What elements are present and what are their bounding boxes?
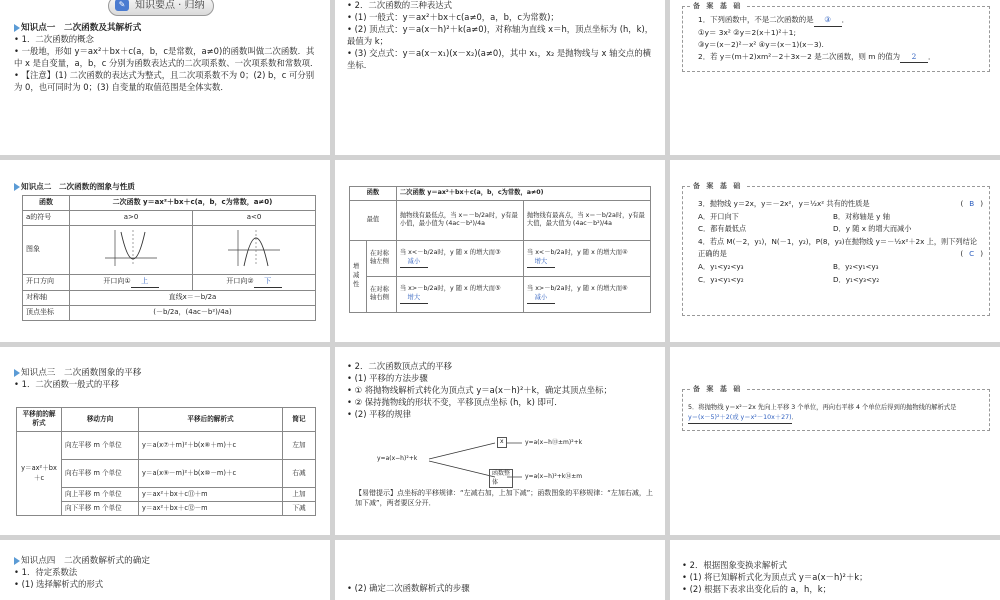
slide-2[interactable] [335, 0, 665, 155]
answer-4: C [969, 249, 975, 259]
answer-5: 增大 [400, 294, 428, 304]
heading: 知识点四 二次函数解析式的确定 [14, 555, 319, 567]
option-d: D．y₁<y₃<y₂ [833, 274, 880, 284]
cell: y＝a(x⑨－m)²＋b(x⑩－m)＋c [139, 459, 283, 487]
cell: 向上平移 m 个单位 [62, 487, 139, 501]
shift-diagram [377, 435, 647, 487]
translation-table [16, 407, 316, 516]
step-text: • (2) 确定二次函数解析式的步骤 [347, 583, 470, 595]
cell: 平移后的解析式 [139, 408, 283, 432]
cell: 向左平移 m 个单位 [62, 431, 139, 459]
question-2: 2．若 y＝(m＋2)xm²－2＋3x－2 是二次函数，则 m 的值为 2 ． [698, 51, 983, 64]
question-4: 4．若点 M(－2，y₁)，N(－1，y₂)，P(8，y₃)在抛物线 y＝－½x²＋2x 上，则下列结论正确的是 ( C ) [698, 236, 983, 259]
parabola-down-icon [224, 228, 284, 268]
slide-4[interactable] [0, 160, 330, 342]
answer-open-down: 下 [254, 277, 282, 288]
slide-11[interactable] [335, 540, 665, 600]
cell: a>0 [70, 210, 193, 225]
bullet-arrow-icon [14, 557, 20, 565]
sub-title: • 1．待定系数法 [14, 567, 319, 579]
cell: 简记 [283, 408, 316, 432]
option-c: C．y₃<y₁<y₂ [698, 274, 744, 284]
question-5: 5．将抛物线 y＝x²－2x 先向上平移 3 个单位，再向右平移 4 个单位后得到的抛物线的解析式是 y＝(x－5)²＋2(或 y＝x²－10x＋27)． [688, 403, 983, 424]
question-3: 3．抛物线 y＝2x，y＝－2x²，y＝½x² 共有的性质是 ( B ) [698, 199, 983, 208]
sub-title: • 1．二次函数一般式的平移 [14, 379, 319, 391]
cell: 下减 [283, 502, 316, 516]
answer-3: 减小 [400, 258, 428, 268]
answer-3: B [969, 199, 975, 208]
sub-title: • 1．二次函数的概念 [14, 34, 319, 46]
cell: 开口向② 下 [192, 274, 315, 290]
slide-12[interactable] [670, 540, 1000, 600]
cell: 当 x>－b/2a时，y 随 x 的增大而⑥ 减小 [523, 276, 650, 312]
slide-3[interactable] [670, 0, 1000, 155]
option-b: B．对称轴是 y 轴 [833, 211, 890, 221]
slide-9[interactable] [670, 347, 1000, 535]
diagram-box-function: 函数整体 [489, 469, 513, 488]
cell: 顶点坐标 [23, 305, 70, 320]
cell: y＝ax²＋bx＋c [17, 431, 62, 516]
intercept-form: • (3) 交点式：y＝a(x－x₁)(x－x₂)(a≠0)，其中 x₁，x₂ 是抛物线与 x 轴交点的横坐标． [347, 48, 657, 72]
cell: 函数 [350, 187, 397, 201]
cell: 最值 [350, 200, 397, 240]
cell: 开口向① 上 [70, 274, 193, 290]
cell: 在对称轴左侧 [367, 240, 397, 276]
cell: a的符号 [23, 210, 70, 225]
heading: 知识点一 二次函数及其解析式 [14, 22, 319, 34]
cell: 移动方向 [62, 408, 139, 432]
exercise-ribbon: 备 案 基 础 [690, 2, 745, 12]
properties-table [22, 195, 316, 321]
cell: 向右平移 m 个单位 [62, 459, 139, 487]
cell: 图象 [23, 225, 70, 274]
cell: 当 x<－b/2a时，y 随 x 的增大而④ 增大 [523, 240, 650, 276]
slide-8[interactable] [335, 347, 665, 535]
cell: 向下平移 m 个单位 [62, 502, 139, 516]
cell: (－b/2a，(4ac－b²)/4a) [70, 305, 316, 320]
heading: 知识点二 二次函数的图象与性质 [14, 182, 135, 193]
forms-title: • 2．二次函数的三种表达式 [347, 0, 657, 12]
cell: 函数 [23, 196, 70, 211]
answer-6: 减小 [527, 294, 555, 304]
cell: 抛物线有最低点，当 x＝－b/2a时，y有最小值，最小值为 (4ac－b²)/4a [396, 200, 523, 240]
cell: 当 x>－b/2a时，y 随 x 的增大而⑤ 增大 [396, 276, 523, 312]
step-title: • (1) 平移的方法步骤 [347, 373, 657, 385]
transform-step-1: • (1) 将已知解析式化为顶点式 y＝a(x－h)²＋k； [682, 572, 992, 584]
step-text: • (1) 选择解析式的形式 [14, 579, 319, 591]
parabola-up-icon [101, 228, 161, 268]
heading: 知识点三 二次函数图象的平移 [14, 367, 319, 379]
cell: 当 x<－b/2a时，y 随 x 的增大而③ 减小 [396, 240, 523, 276]
knowledge-icon: ✎ [115, 0, 129, 11]
cell: y＝a(x⑦＋m)²＋b(x⑧＋m)＋c [139, 431, 283, 459]
general-form: • (1) 一般式：y＝ax²＋bx＋c(a≠0，a，b，c为常数)； [347, 12, 657, 24]
definition-text: • 一般地，形如 y＝ax²＋bx＋c(a，b，c是常数，a≠0)的函数叫做二次函数．其中 x 是自变量，a，b，c 分别为函数表达式的二次项系数、一次项系数和常数项． [14, 46, 319, 70]
graph-down [192, 225, 315, 274]
cell: 对称轴 [23, 290, 70, 305]
rule-title: • (2) 平移的规律 [347, 409, 657, 421]
bullet-arrow-icon [14, 24, 20, 32]
option-b: B．y₂<y₁<y₃ [833, 261, 879, 271]
slide-10[interactable] [0, 540, 330, 600]
question-1-options-2: ③y＝(x－2)²－x² ④y＝(x－1)(x－3). [698, 39, 824, 49]
transform-step-2: • (2) 根据下表求出变化后的 a，h，k； [682, 584, 992, 596]
cell: 上加 [283, 487, 316, 501]
option-a: A．开口向下 [698, 211, 739, 221]
answer-open-up: 上 [131, 277, 159, 288]
answer-2: 2 [900, 51, 928, 64]
transform-title: • 2．根据图象变换求解析式 [682, 560, 992, 572]
graph-up [70, 225, 193, 274]
vertex-shift-title: • 2．二次函数顶点式的平移 [347, 361, 657, 373]
slide-1[interactable] [0, 0, 330, 155]
step-2: • ② 保持抛物线的形状不变，平移顶点坐标 (h，k) 即可． [347, 397, 657, 409]
cell: y＝ax²＋bx＋c⑫－m [139, 502, 283, 516]
badge-label: 知识要点 · 归纳 [135, 0, 205, 11]
vertex-form: • (2) 顶点式：y＝a(x－h)²＋k(a≠0)，对称轴为直线 x＝h，顶点坐标为 (h，k)，最值为 k； [347, 24, 657, 48]
bullet-arrow-icon [14, 183, 20, 191]
exercise-ribbon: 备 案 基 础 [690, 385, 745, 395]
cell: 在对称轴右侧 [367, 276, 397, 312]
cell: 左加 [283, 431, 316, 459]
cell: 直线x＝－b/2a [70, 290, 316, 305]
cell: a<0 [192, 210, 315, 225]
option-d: D．y 随 x 的增大而减小 [833, 224, 912, 234]
answer-4: 增大 [527, 258, 555, 268]
cell: 开口方向 [23, 274, 70, 290]
section-badge [108, 0, 214, 16]
properties-table-2 [349, 186, 651, 313]
slide-6[interactable] [670, 160, 1000, 342]
cell: 平移前的解析式 [17, 408, 62, 432]
bullet-arrow-icon [14, 369, 20, 377]
slide-5[interactable] [335, 160, 665, 342]
cell: y＝ax²＋bx＋c⑪＋m [139, 487, 283, 501]
answer-1: ③ [814, 14, 842, 27]
cell: 二次函数 y＝ax²＋bx＋c(a，b，c为常数，a≠0) [396, 187, 650, 201]
slide-7[interactable] [0, 347, 330, 535]
answer-5: y＝(x－5)²＋2(或 y＝x²－10x＋27) [688, 413, 792, 424]
note-text: • 【注意】(1) 二次函数的表达式为整式，且二次项系数不为 0；(2) b，c 可分别为 0，也可同时为 0；(3) 自变量的取值范围是全体实数． [14, 70, 319, 94]
diagram-top: y=a(x−h⑬±m)²+k [525, 439, 583, 446]
exercise-ribbon: 备 案 基 础 [690, 182, 745, 192]
diagram-bottom: y=a(x−h)²+k⑭±m [525, 473, 583, 480]
diagram-start: y=a(x−h)²+k [377, 455, 418, 462]
cell: 抛物线有最高点，当 x＝－b/2a时，y有最大值，最大值为 (4ac－b²)/4a [523, 200, 650, 240]
step-1: • ① 将抛物线解析式转化为顶点式 y＝a(x－h)²＋k，确定其顶点坐标； [347, 385, 657, 397]
tip-text: 【易错提示】点坐标的平移规律：“左减右加，上加下减”；函数图象的平移规律：“左加右减，上加下减”，两者要区分开． [355, 489, 653, 507]
question-1: 1．下列函数中，不是二次函数的是 ③ ． [698, 14, 983, 27]
diagram-box-x: x [497, 437, 507, 448]
cell: 右减 [283, 459, 316, 487]
option-a: A．y₁<y₂<y₃ [698, 261, 744, 271]
option-c: C．都有最低点 [698, 224, 747, 234]
question-1-options: ①y＝ 3x² ②y＝2(x＋1)²＋1; [698, 27, 796, 37]
cell: 增减性 [350, 240, 367, 312]
cell: 二次函数 y＝ax²＋bx＋c(a，b，c为常数，a≠0) [70, 196, 316, 211]
